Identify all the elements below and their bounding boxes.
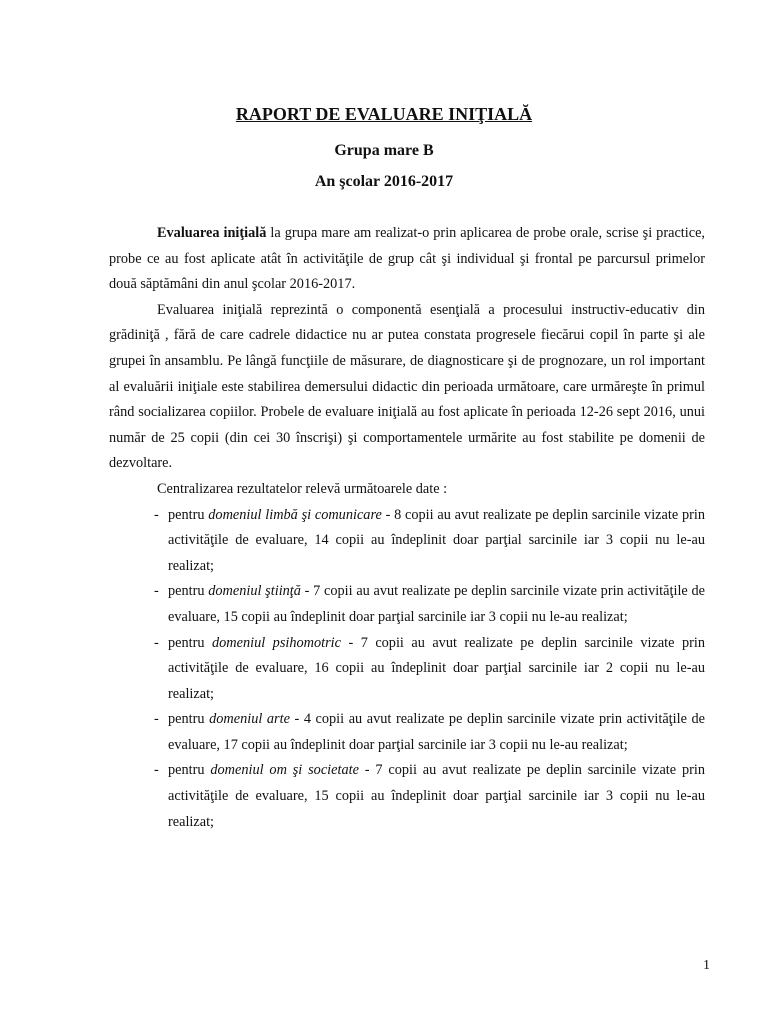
domain-name: domeniul ştiinţă [208,583,301,600]
item-text: - 8 copii au avut realizate pe deplin sarcinile vizate prin activităţile de evaluare, 14 copii au îndeplinit doar parţial sarcinile iar 3 copii nu le-au realizat; [168,506,705,574]
bullet-dash: - [154,762,159,779]
page-number: 1 [703,958,710,973]
list-item [109,503,705,580]
results-list [109,503,705,836]
list-item [109,707,705,758]
group-heading: Grupa mare B [334,142,434,159]
bullet-dash: - [154,506,159,523]
item-prefix: pentru [168,583,209,600]
domain-name: domeniul limbă şi comunicare [208,506,382,523]
item-prefix: pentru [168,762,211,779]
bullet-dash: - [154,711,159,728]
item-prefix: pentru [168,506,209,523]
list-item [109,579,705,630]
list-item [109,631,705,708]
item-prefix: pentru [168,711,210,728]
domain-name: domeniul psihomotric [212,634,341,651]
bullet-dash: - [154,583,159,600]
item-text: - 7 copii au avut realizate pe deplin sarcinile vizate prin activităţile de evaluare, 15 copii au îndeplinit doar parţial sarcinile iar 3 copii nu le-au realizat; [168,583,705,625]
purpose-paragraph: Evaluarea iniţială reprezintă o componentă esenţială a procesului instructiv-educativ din grădiniţă , fără de care cadrele didactice nu ar putea constata progresele fiecărui copil în parte şi ale grupei în ansamblu. Pe lângă funcţiile de măsurare, de diagnosticare şi de prognozare, un rol important al evaluării iniţiale este stabilirea demersului didactic din perioada următoare, care urmăreşte în primul rând socializarea copiilor. Probele de evaluare iniţială au fost aplicate în perioada 12-26 sept 2016, unui număr de 25 copii (din cei 30 înscrişi) şi comportamentele urmărite au fost stabilite pe domenii de dezvoltare. [109,301,705,472]
report-body [109,221,705,835]
domain-name: domeniul arte [209,711,290,728]
bullet-dash: - [154,634,159,651]
report-title: RAPORT DE EVALUARE INIŢIALĂ [235,104,533,124]
school-year-heading: An şcolar 2016-2017 [314,173,454,190]
domain-name: domeniul om şi societate [210,762,359,779]
list-item [109,758,705,835]
item-text: - 4 copii au avut realizate pe deplin sarcinile vizate prin activităţile de evaluare, 17 copii au îndeplinit doar parţial sarcinile iar 3 copii nu le-au realizat; [168,711,705,753]
intro-paragraph [109,221,705,298]
item-text: - 7 copii au avut realizate pe deplin sarcinile vizate prin activităţile de evaluare, 15 copii au îndeplinit doar parţial sarcinile iar 3 copii nu le-au realizat; [168,762,705,830]
results-intro: Centralizarea rezultatelor relevă următoarele date : [157,480,448,497]
intro-text: la grupa mare am realizat-o prin aplicarea de probe orale, scrise şi practice, probe ce au fost aplicate atât în activităţile de grup cât şi individual şi frontal pe parcursul primelor două săptămâni din anul şcolar 2016-2017. [109,225,705,293]
item-text: - 7 copii au avut realizate pe deplin sarcinile vizate prin activităţile de evaluare, 16 copii au îndeplinit doar parţial sarcinile iar 2 copii nu le-au realizat; [168,634,705,702]
item-prefix: pentru [168,634,212,651]
intro-lead: Evaluarea iniţială [157,225,267,241]
